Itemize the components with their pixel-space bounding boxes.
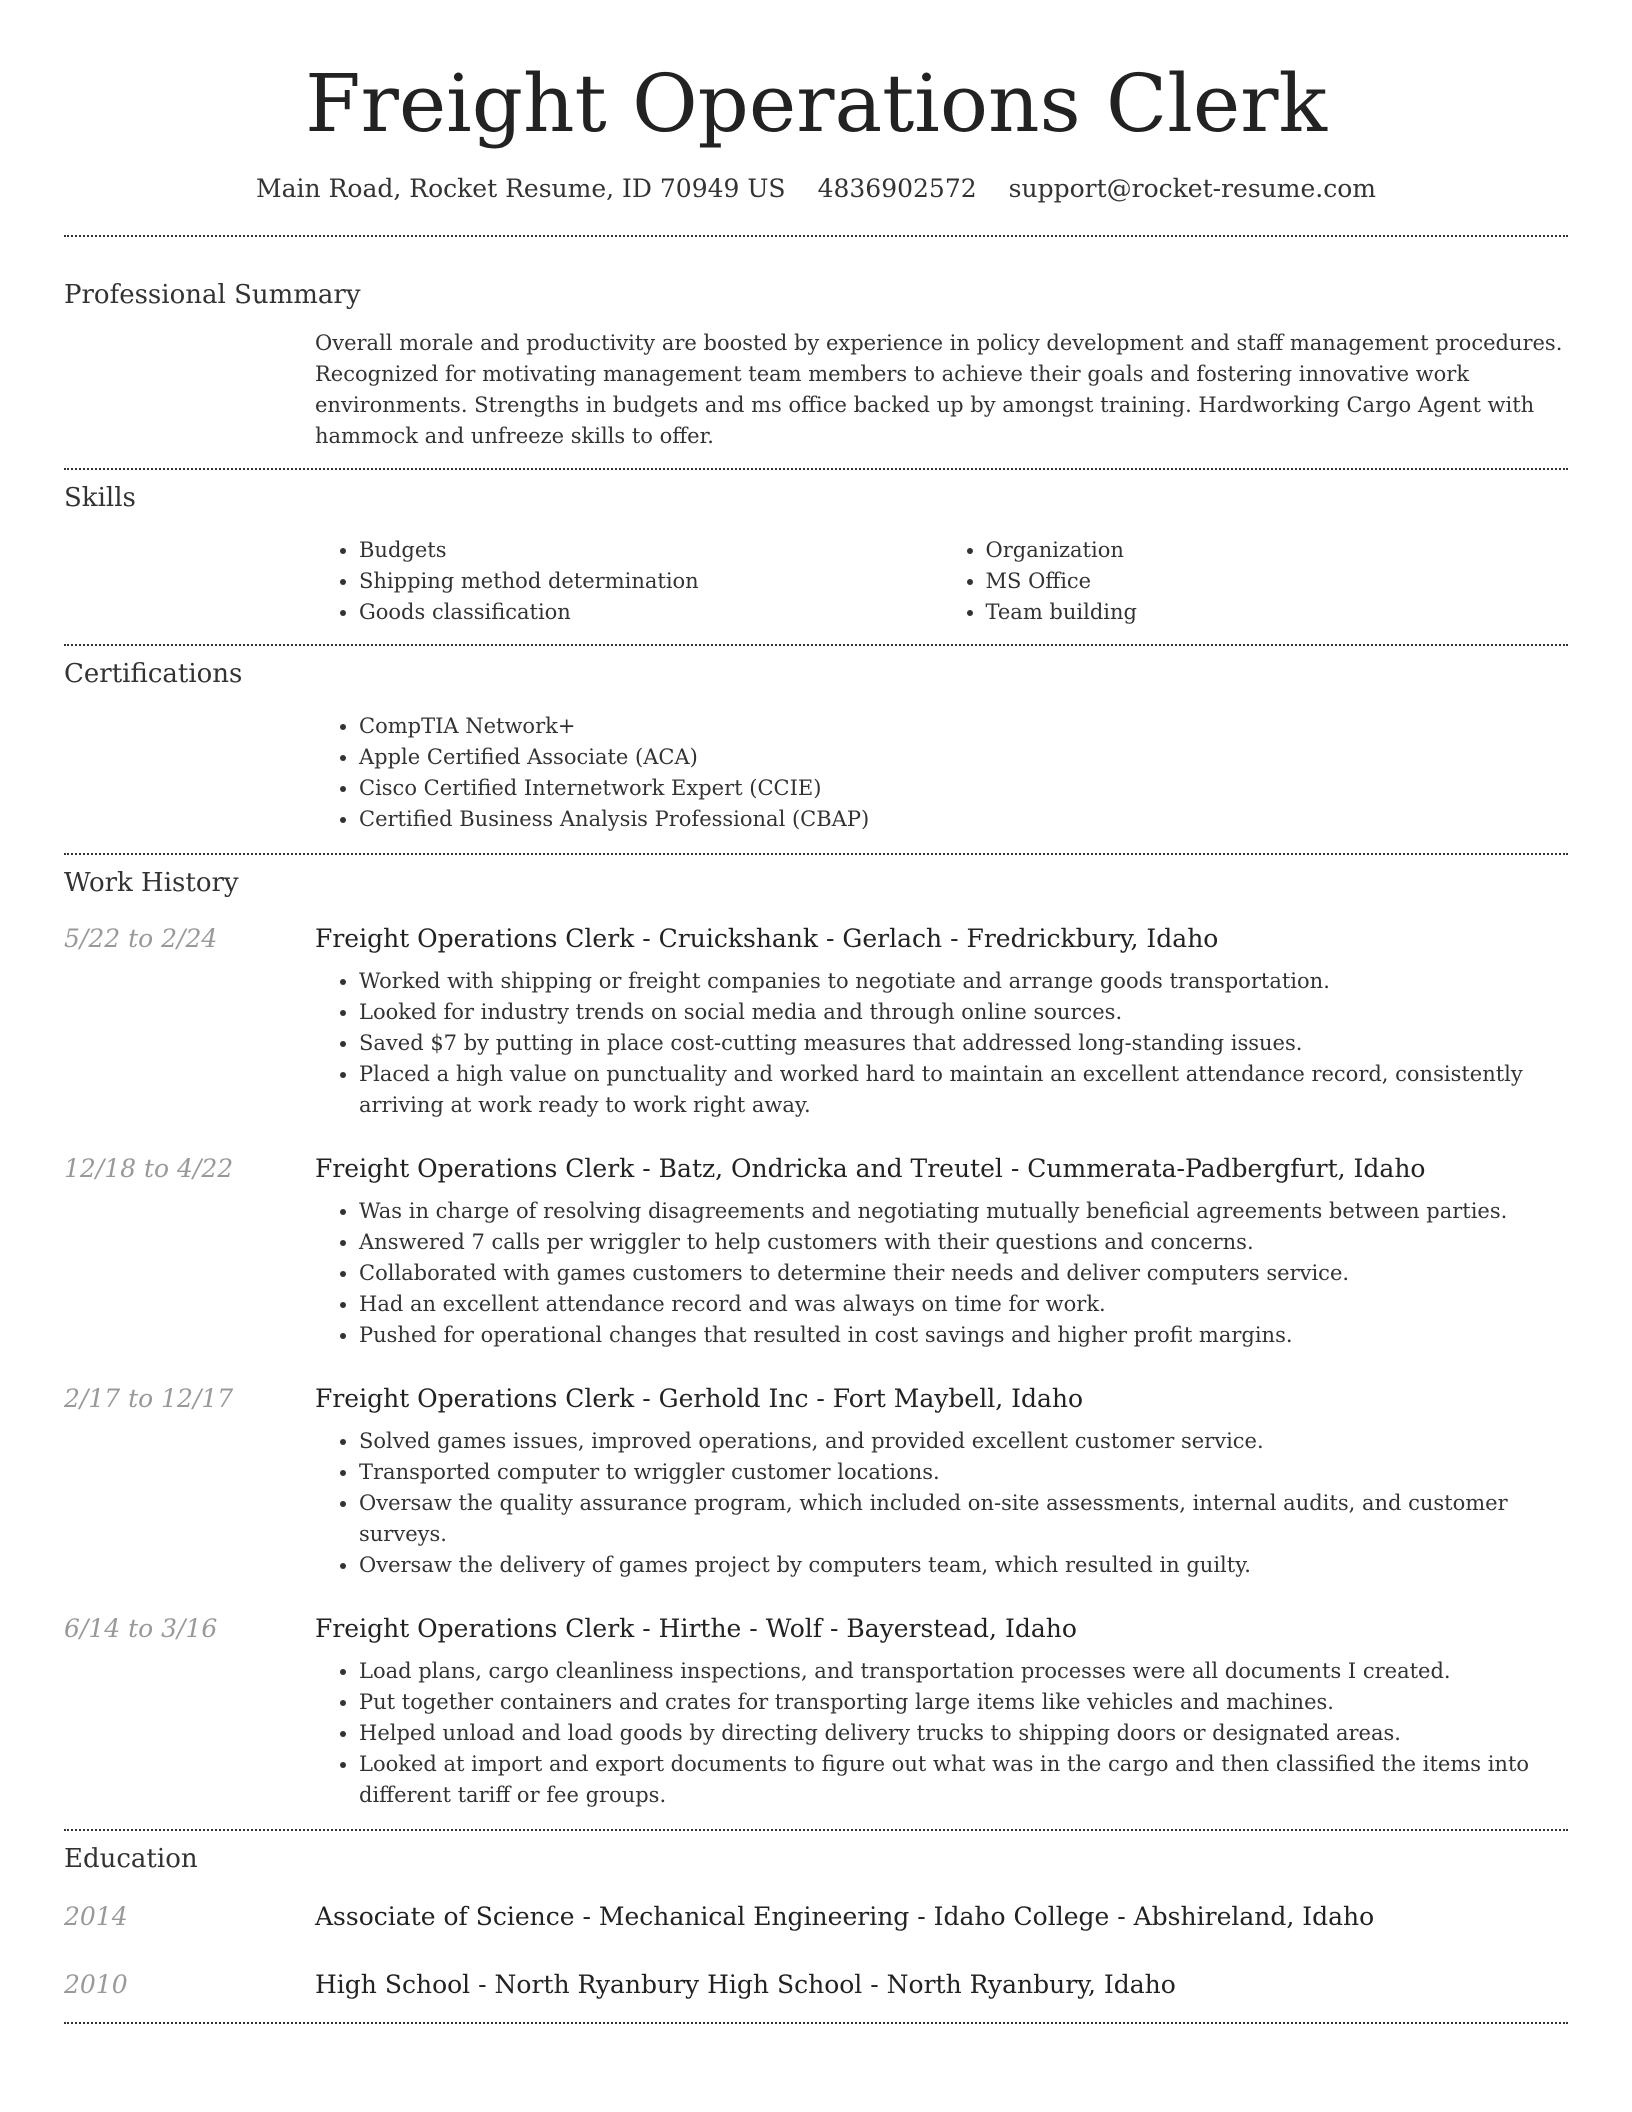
- job-bullets: [315, 1196, 1568, 1351]
- contact-phone: 4836902572: [817, 174, 977, 203]
- job-bullet: • Load plans, cargo cleanliness inspections, and transportation processes were all documents I created.: [359, 1656, 1568, 1687]
- job-bullet: • Saved $7 by putting in place cost-cutting measures that addressed long-standing issues.: [359, 1028, 1568, 1059]
- contact-address: Main Road, Rocket Resume, ID 70949 US: [256, 174, 786, 203]
- job-bullets: [315, 1426, 1568, 1581]
- certifications-heading: Certifications: [64, 659, 243, 689]
- job-entry: [64, 1152, 1568, 1186]
- job-bullets: [315, 966, 1568, 1121]
- education-section: [64, 1842, 1568, 2002]
- job-entry: [64, 922, 1568, 956]
- skill-item: • Budgets: [359, 535, 942, 566]
- skills-grid: [315, 535, 1568, 628]
- section-divider: [64, 235, 1568, 237]
- education-heading: Education: [64, 1844, 198, 1874]
- certification-item: • Cisco Certified Internetwork Expert (CCIE): [359, 773, 1568, 804]
- job-title: Freight Operations Clerk - Gerhold Inc - Fort Maybell, Idaho: [315, 1384, 1084, 1413]
- work-history-section: [64, 866, 1568, 1811]
- skills-list-right: [942, 535, 1569, 628]
- job-bullets: [315, 1656, 1568, 1811]
- job-bullet: • Solved games issues, improved operations, and provided excellent customer service.: [359, 1426, 1568, 1457]
- job-bullet: • Had an excellent attendance record and was always on time for work.: [359, 1289, 1568, 1320]
- resume-page: [64, 0, 1568, 2024]
- resume-name: Freight Operations Clerk: [305, 57, 1327, 150]
- skill-item: • MS Office: [986, 566, 1569, 597]
- contact-line: [64, 172, 1568, 206]
- skills-list-left: [315, 535, 942, 628]
- skill-item: • Team building: [986, 597, 1569, 628]
- job-dates: 2/17 to 12/17: [64, 1384, 234, 1413]
- section-divider: [64, 853, 1568, 855]
- education-year: 2014: [64, 1902, 128, 1931]
- job-dates: 12/18 to 4/22: [64, 1154, 234, 1183]
- certification-item: • Apple Certified Associate (ACA): [359, 742, 1568, 773]
- section-divider: [64, 1829, 1568, 1831]
- job-bullet: • Pushed for operational changes that resulted in cost savings and higher profit margins.: [359, 1320, 1568, 1351]
- job-bullet: • Answered 7 calls per wriggler to help customers with their questions and concerns.: [359, 1227, 1568, 1258]
- job-bullet: • Placed a high value on punctuality and worked hard to maintain an excellent attendance record, consistently arriving at work ready to work right away.: [359, 1059, 1568, 1121]
- summary-heading: Professional Summary: [64, 280, 361, 310]
- job-bullet: • Was in charge of resolving disagreements and negotiating mutually beneficial agreements between parties.: [359, 1196, 1568, 1227]
- skills-section: [64, 481, 1568, 628]
- job-bullet: • Put together containers and crates for transporting large items like vehicles and machines.: [359, 1687, 1568, 1718]
- education-details: Associate of Science - Mechanical Engineering - Idaho College - Abshireland, Idaho: [315, 1902, 1375, 1931]
- job-bullet: • Worked with shipping or freight companies to negotiate and arrange goods transportation.: [359, 966, 1568, 997]
- skill-item: • Organization: [986, 535, 1569, 566]
- job-bullet: • Looked at import and export documents to figure out what was in the cargo and then classified the items into different tariff or fee groups.: [359, 1749, 1568, 1811]
- certification-item: • CompTIA Network+: [359, 711, 1568, 742]
- education-entry: [64, 1900, 1568, 1934]
- certifications-list: [315, 711, 1568, 835]
- certifications-body: [315, 711, 1568, 835]
- skill-item: • Shipping method determination: [359, 566, 942, 597]
- education-entry: [64, 1968, 1568, 2002]
- certification-item: • Certified Business Analysis Professional (CBAP): [359, 804, 1568, 835]
- skills-heading: Skills: [64, 483, 136, 513]
- job-title: Freight Operations Clerk - Cruickshank - Gerlach - Fredrickbury, Idaho: [315, 924, 1219, 953]
- job-entry: [64, 1612, 1568, 1646]
- work-history-heading: Work History: [64, 868, 239, 898]
- skill-item: • Goods classification: [359, 597, 942, 628]
- section-divider: [64, 644, 1568, 646]
- job-entry: [64, 1382, 1568, 1416]
- job-bullet: • Looked for industry trends on social media and through online sources.: [359, 997, 1568, 1028]
- job-bullet: • Transported computer to wriggler customer locations.: [359, 1457, 1568, 1488]
- summary-text: Overall morale and productivity are boosted by experience in policy development and staff management procedures. Recognized for motivating management team members to achieve their goals and fostering innovative work environments. Strengths in budgets and ms office backed up by amongst training. Hardworking Cargo Agent with hammock and unfreeze skills to offer.: [315, 331, 1563, 448]
- contact-email: support@rocket-resume.com: [1008, 174, 1376, 203]
- education-details: High School - North Ryanbury High School - North Ryanbury, Idaho: [315, 1970, 1176, 1999]
- job-bullet: • Oversaw the delivery of games project by computers team, which resulted in guilty.: [359, 1550, 1568, 1581]
- section-divider: [64, 2022, 1568, 2024]
- job-dates: 6/14 to 3/16: [64, 1614, 218, 1643]
- job-bullet: • Collaborated with games customers to determine their needs and deliver computers service.: [359, 1258, 1568, 1289]
- section-divider: [64, 468, 1568, 470]
- education-year: 2010: [64, 1970, 128, 1999]
- certifications-section: [64, 657, 1568, 835]
- job-bullet: • Helped unload and load goods by directing delivery trucks to shipping doors or designated areas.: [359, 1718, 1568, 1749]
- job-dates: 5/22 to 2/24: [64, 924, 218, 953]
- job-title: Freight Operations Clerk - Batz, Ondricka and Treutel - Cummerata-Padbergfurt, Idaho: [315, 1154, 1426, 1183]
- job-title: Freight Operations Clerk - Hirthe - Wolf - Bayerstead, Idaho: [315, 1614, 1077, 1643]
- summary-section: [64, 278, 1568, 452]
- job-bullet: • Oversaw the quality assurance program, which included on-site assessments, internal audits, and customer surveys.: [359, 1488, 1568, 1550]
